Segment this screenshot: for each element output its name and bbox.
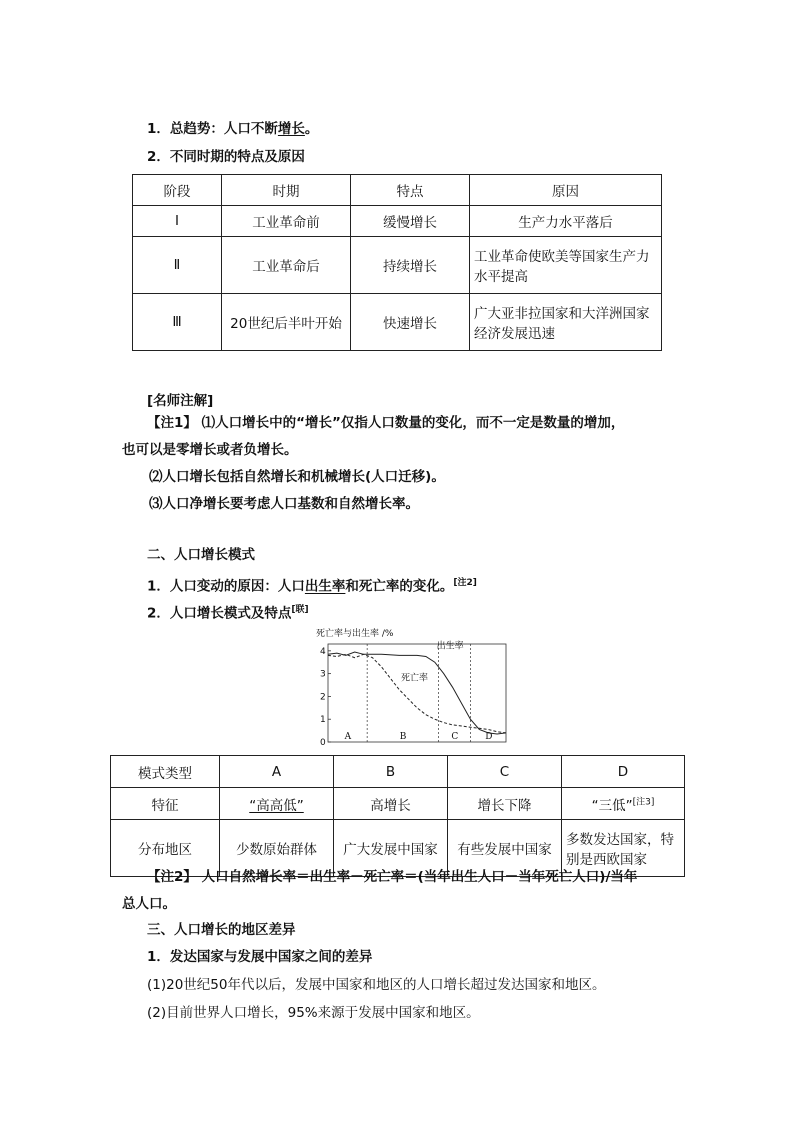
note1-3: ⑶人口净增长要考虑人口基数和自然增长率。 <box>149 496 419 512</box>
chart-series <box>328 652 506 734</box>
table-cell: B <box>334 756 448 788</box>
series-label: 死亡率 <box>400 673 428 684</box>
note1: 【注1】 ⑴人口增长中的“增长”仅指人口数量的变化，而不一定是数量的增加， <box>147 415 625 431</box>
chart-axes <box>328 644 506 742</box>
table-cell: 快速增长 <box>351 294 470 351</box>
table-cell: 分布地区 <box>111 820 220 877</box>
table-cell: 多数发达国家，特别是西欧国家 <box>562 820 685 877</box>
trend-line: 1．总趋势：人口不断增长。 <box>147 121 319 137</box>
note1-2: ⑵人口增长包括自然增长和机械增长(人口迁移)。 <box>149 469 445 485</box>
series-line <box>328 652 506 734</box>
th-stage: 阶段 <box>133 175 222 206</box>
stage-label: B <box>399 732 407 742</box>
th-feature: 特点 <box>351 175 470 206</box>
table-cell: 特征 <box>111 788 220 820</box>
table-cell: 有些发展中国家 <box>448 820 562 877</box>
table-cell: 少数原始群体 <box>220 820 334 877</box>
table-cell: 模式类型 <box>111 756 220 788</box>
table-cell: 20世纪后半叶开始 <box>222 294 351 351</box>
pattern-heading: 2．人口增长模式及特点[联] <box>147 605 309 622</box>
stage-label: D <box>485 732 493 742</box>
table-cell: 工业革命后 <box>222 237 351 294</box>
chart-ylabel: 死亡率与出生率 /% <box>316 629 394 639</box>
periods-table <box>132 174 662 351</box>
table-cell: C <box>448 756 562 788</box>
table-cell: 广大亚非拉国家和大洋洲国家经济发展迅速 <box>470 294 662 351</box>
table-cell: “三低”[注3] <box>562 788 685 820</box>
stage-label: A <box>344 732 352 742</box>
series-line <box>328 654 506 733</box>
note2: 【注2】 人口自然增长率＝出生率－死亡率＝(当年出生人口－当年死亡人口)/当年 <box>147 869 638 885</box>
table-cell: 生产力水平落后 <box>470 206 662 237</box>
y-tick-label: 1 <box>320 715 326 726</box>
table-cell: D <box>562 756 685 788</box>
y-tick-label: 4 <box>320 646 326 657</box>
th-reason: 原因 <box>470 175 662 206</box>
table-cell: 高增长 <box>334 788 448 820</box>
table-cell: 广大发展中国家 <box>334 820 448 877</box>
y-tick-label: 2 <box>320 692 326 703</box>
diff-heading: 1．发达国家与发展中国家之间的差异 <box>147 949 373 965</box>
table-cell: Ⅰ <box>133 206 222 237</box>
table-cell: 增长下降 <box>448 788 562 820</box>
y-tick-label: 0 <box>320 738 326 748</box>
series-label: 出生率 <box>436 641 464 652</box>
table-cell: 持续增长 <box>351 237 470 294</box>
table-cell: A <box>220 756 334 788</box>
notes-heading: [名师注解] <box>147 393 214 409</box>
table-cell: Ⅲ <box>133 294 222 351</box>
table-cell: “高高低” <box>220 788 334 820</box>
diff-point-2: (2)目前世界人口增长，95%来源于发展中国家和地区。 <box>147 1005 480 1021</box>
table-cell: 缓慢增长 <box>351 206 470 237</box>
note1-cont: 也可以是零增长或者负增长。 <box>122 442 298 458</box>
table-cell: 工业革命前 <box>222 206 351 237</box>
section-2-title: 二、人口增长模式 <box>147 547 255 563</box>
stage-label: C <box>451 732 459 742</box>
chart-frame <box>328 644 506 742</box>
note2-cont: 总人口。 <box>122 896 176 912</box>
y-tick-label: 3 <box>320 669 326 680</box>
pattern-table <box>110 755 685 877</box>
section-3-title: 三、人口增长的地区差异 <box>147 922 296 938</box>
table-cell: 工业革命使欧美等国家生产力水平提高 <box>470 237 662 294</box>
birth-death-rate-chart <box>314 626 518 748</box>
diff-point-1: (1)20世纪50年代以后，发展中国家和地区的人口增长超过发达国家和地区。 <box>147 977 606 993</box>
table-cell: Ⅱ <box>133 237 222 294</box>
th-period: 时期 <box>222 175 351 206</box>
cause-line: 1．人口变动的原因：人口出生率和死亡率的变化。[注2] <box>147 578 477 595</box>
periods-heading: 2．不同时期的特点及原因 <box>147 149 305 165</box>
